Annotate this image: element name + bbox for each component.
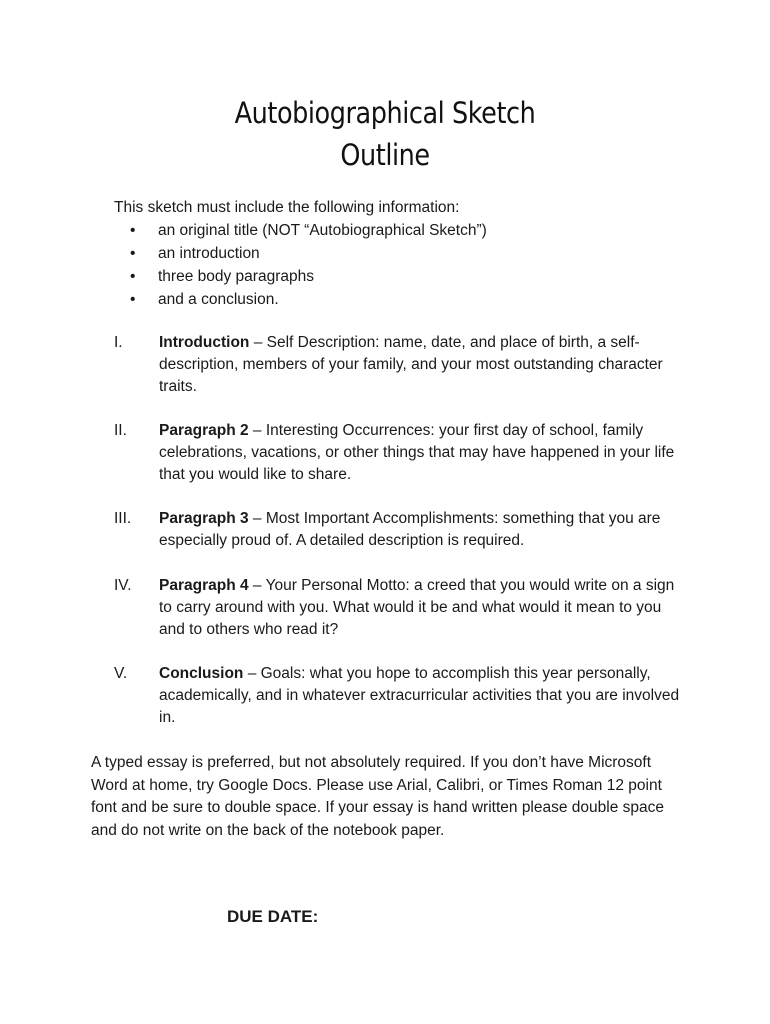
outline-heading: Paragraph 2 bbox=[159, 422, 249, 439]
list-item-text: an original title (NOT “Autobiographical Sketch”) bbox=[158, 222, 487, 239]
outline-description: – Most Important Accomplishments: something that you are especially proud of. A detailed description is required. bbox=[159, 510, 661, 549]
list-item-text: and a conclusion. bbox=[158, 291, 279, 308]
outline-text bbox=[159, 663, 684, 729]
bullet-icon: • bbox=[130, 268, 136, 285]
due-date-label: DUE DATE: bbox=[227, 907, 319, 926]
list-item-text: an introduction bbox=[158, 245, 260, 262]
outline-numeral: III. bbox=[114, 510, 132, 527]
outline-text bbox=[159, 508, 684, 552]
outline-heading: Paragraph 3 bbox=[159, 510, 249, 527]
list-item bbox=[130, 219, 487, 242]
outline-heading: Paragraph 4 bbox=[159, 577, 249, 594]
outline-item-paragraph-4 bbox=[114, 575, 684, 641]
outline-text bbox=[159, 575, 684, 641]
outline-item-introduction bbox=[114, 332, 684, 398]
outline-numeral: IV. bbox=[114, 577, 132, 594]
closing-paragraph: A typed essay is preferred, but not absolutely required. If you don’t have Microsoft Word at home, try Google Docs. Please use Arial, Calibri, or Times Roman 12 point font and be sure to double space. If your essay is hand written please double space and do not write on the back of the notebook paper. bbox=[91, 754, 665, 839]
outline-description: – Self Description: name, date, and place of birth, a self-description, members of your family, and your most outstanding character traits. bbox=[159, 334, 663, 395]
outline-description: – Goals: what you hope to accomplish this year personally, academically, and in whatever extracurricular activities that you are involved in. bbox=[159, 665, 680, 726]
outline-item-conclusion bbox=[114, 663, 684, 729]
outline-heading: Conclusion bbox=[159, 665, 244, 682]
outline-text bbox=[159, 332, 684, 398]
bullet-icon: • bbox=[130, 222, 136, 239]
list-item bbox=[130, 242, 487, 265]
document-subtitle: Outline bbox=[340, 138, 430, 172]
outline-numeral: V. bbox=[114, 665, 128, 682]
outline-numeral: II. bbox=[114, 422, 127, 439]
bullet-icon: • bbox=[130, 245, 136, 262]
outline-description: – Interesting Occurrences: your first day of school, family celebrations, vacations, or other things that may have happened in your life that you would like to share. bbox=[159, 422, 675, 483]
list-item bbox=[130, 288, 487, 311]
outline-numeral: I. bbox=[114, 334, 123, 351]
outline-item-paragraph-2 bbox=[114, 420, 684, 486]
outline-description: – Your Personal Motto: a creed that you would write on a sign to carry around with you. What would it be and what would it mean to you and to others who read it? bbox=[159, 577, 675, 638]
outline-heading: Introduction bbox=[159, 334, 250, 351]
outline-text bbox=[159, 420, 684, 486]
list-item bbox=[130, 265, 487, 288]
list-item-text: three body paragraphs bbox=[158, 268, 314, 285]
outline-item-paragraph-3 bbox=[114, 508, 684, 552]
intro-text: This sketch must include the following information: bbox=[114, 199, 460, 216]
bullet-icon: • bbox=[130, 291, 136, 308]
document-title: Autobiographical Sketch bbox=[234, 96, 536, 130]
requirements-list bbox=[130, 219, 487, 311]
